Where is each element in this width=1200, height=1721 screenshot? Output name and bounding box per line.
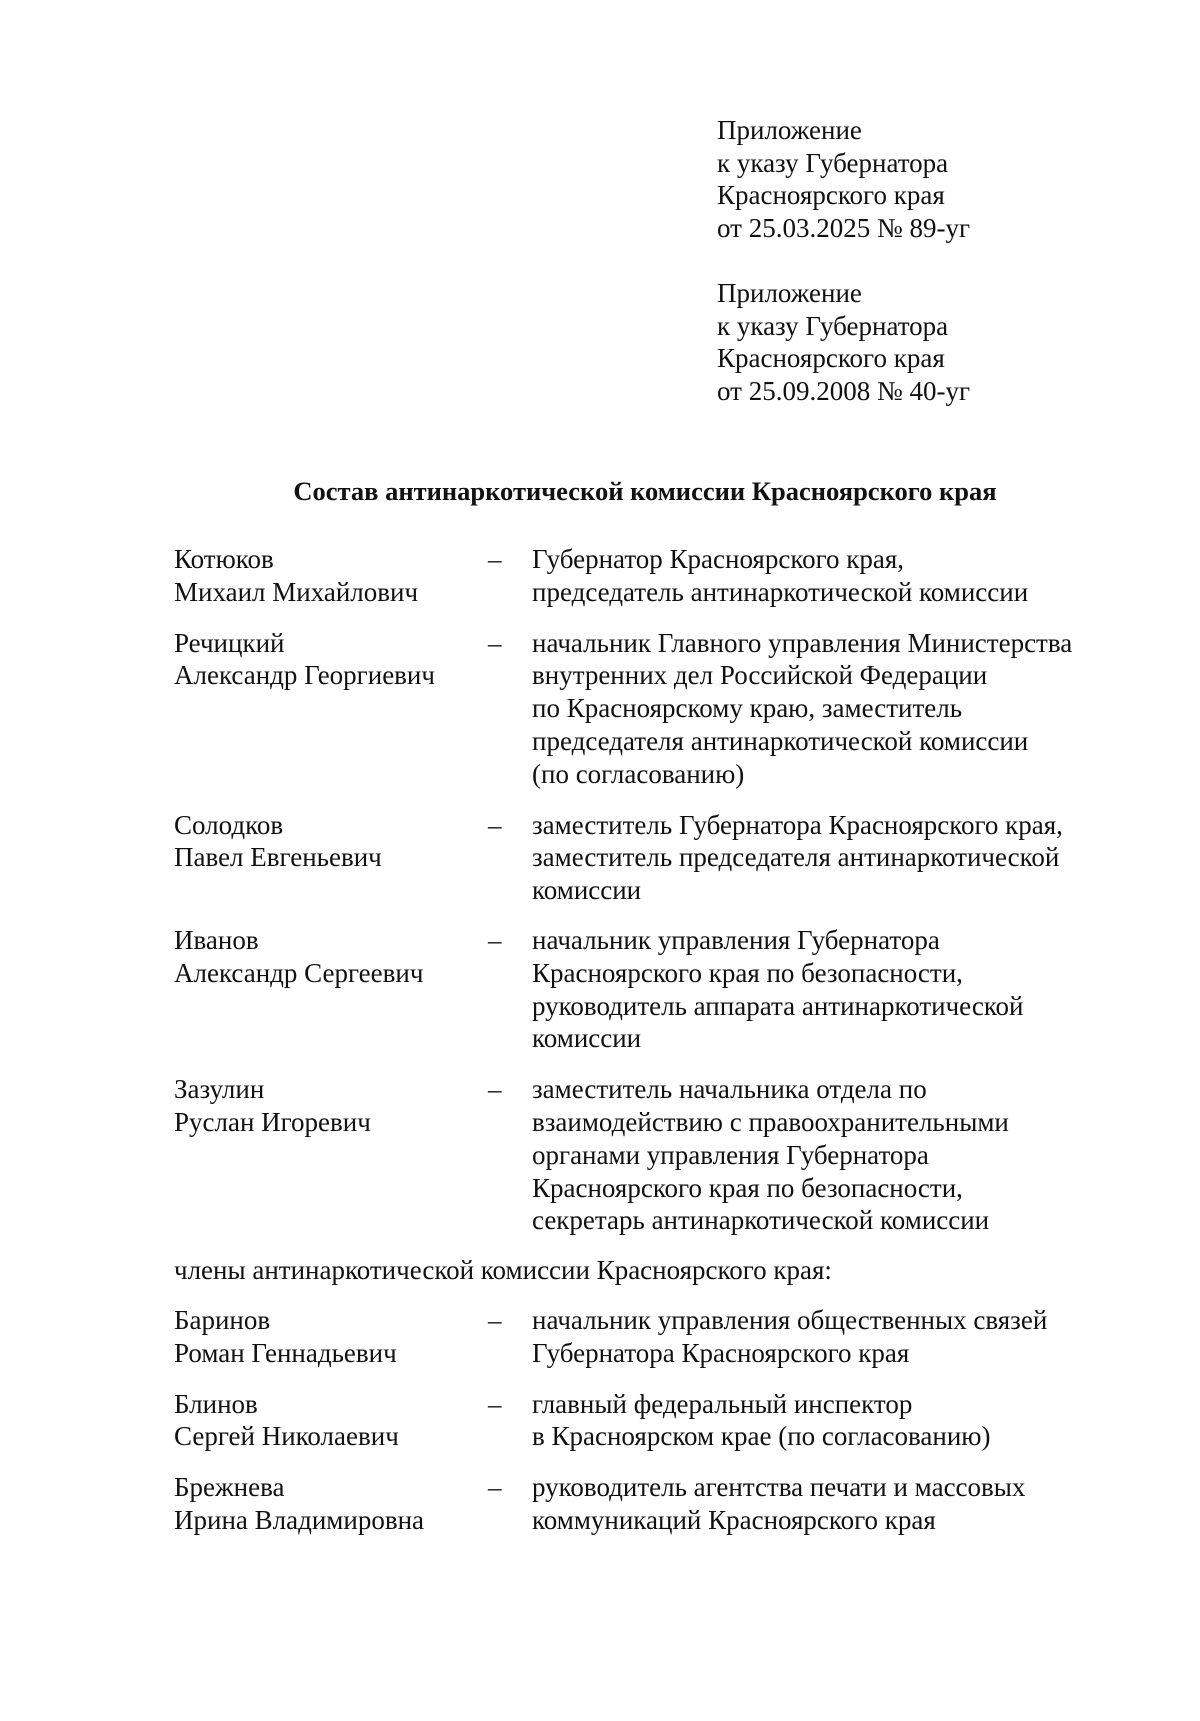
role-line: Красноярского края по безопасности, <box>532 1172 963 1203</box>
role-line: (по согласованию) <box>532 758 745 789</box>
role-line: Губернатор Красноярского края, <box>532 544 905 574</box>
role-line: по Красноярскому краю, заместитель <box>532 693 963 724</box>
approval-line: от 25.09.2008 № 40-уг <box>717 375 971 406</box>
role-line: в Красноярском крае (по согласованию) <box>532 1421 991 1452</box>
members-heading: члены антинаркотической комиссии Красноярского края: <box>174 1255 832 1286</box>
member-name <box>174 627 488 791</box>
member-name <box>174 924 488 1055</box>
dash-separator: – <box>488 924 502 955</box>
member-role <box>532 1073 1104 1237</box>
approval-line: к указу Губернатора <box>717 310 949 341</box>
role-line: руководитель агентства печати и массовых <box>532 1472 1026 1503</box>
member-entry <box>174 1388 1104 1454</box>
member-given-name: Александр Георгиевич <box>174 660 435 691</box>
member-role <box>532 809 1104 907</box>
dash-separator: – <box>488 544 502 574</box>
member-surname: Котюков <box>174 544 274 574</box>
dash-separator: – <box>488 1074 502 1105</box>
member-role <box>532 1471 1104 1537</box>
commission-composition <box>174 543 1104 1537</box>
member-role <box>532 1388 1104 1454</box>
role-line: главный федеральный инспектор <box>532 1388 913 1419</box>
member-given-name: Александр Сергеевич <box>174 957 424 988</box>
role-line: руководитель аппарата антинаркотической <box>532 990 1024 1021</box>
member-name <box>174 1304 488 1370</box>
member-entry <box>174 543 1104 609</box>
member-role <box>532 543 1104 609</box>
role-line: председателя антинаркотической комиссии <box>532 725 1029 756</box>
role-line: начальник управления Губернатора <box>532 924 940 955</box>
role-line: Губернатора Красноярского края <box>532 1337 910 1368</box>
member-entry <box>174 1304 1104 1370</box>
member-entry <box>174 809 1104 907</box>
dash-separator: – <box>488 809 502 840</box>
member-given-name: Руслан Игоревич <box>174 1106 371 1137</box>
member-name <box>174 543 488 609</box>
member-given-name: Павел Евгеньевич <box>174 842 382 873</box>
member-entry <box>174 627 1104 791</box>
member-surname: Зазулин <box>174 1074 265 1105</box>
role-line: Красноярского края по безопасности, <box>532 957 963 988</box>
member-surname: Баринов <box>174 1304 271 1335</box>
role-line: начальник управления общественных связей <box>532 1304 1048 1335</box>
member-name <box>174 809 488 907</box>
dash-separator: – <box>488 1472 502 1503</box>
dash-separator: – <box>488 1388 502 1419</box>
role-line: заместитель Губернатора Красноярского края, <box>532 809 1063 840</box>
role-line: взаимодействию с правоохранительными <box>532 1106 1009 1137</box>
role-line: органами управления Губернатора <box>532 1139 929 1170</box>
role-line: комиссии <box>532 875 642 906</box>
approval-line: от 25.03.2025 № 89-уг <box>717 212 971 243</box>
member-surname: Речицкий <box>174 627 285 658</box>
approval-stamp-original <box>717 277 970 407</box>
role-line: внутренних дел Российской Федерации <box>532 660 988 691</box>
member-name <box>174 1471 488 1537</box>
member-entry <box>174 924 1104 1055</box>
member-entry <box>174 1471 1104 1537</box>
member-surname: Солодков <box>174 809 284 840</box>
member-name <box>174 1073 488 1237</box>
approval-line: Красноярского края <box>717 343 945 373</box>
dash-separator: – <box>488 627 502 658</box>
role-line: начальник Главного управления Министерства <box>532 627 1073 658</box>
approval-line: Приложение <box>717 115 862 145</box>
member-role <box>532 1304 1104 1370</box>
role-line: председатель антинаркотической комиссии <box>532 576 1029 607</box>
member-name <box>174 1388 488 1454</box>
member-entry <box>174 1073 1104 1237</box>
role-line: заместитель начальника отдела по <box>532 1074 927 1105</box>
member-surname: Блинов <box>174 1388 258 1419</box>
approval-stamp-current <box>717 114 970 244</box>
member-surname: Брежнева <box>174 1472 285 1503</box>
approval-line: Красноярского края <box>717 180 945 210</box>
document-title: Состав антинаркотической комиссии Красноярского края <box>293 476 997 506</box>
member-given-name: Ирина Владимировна <box>174 1504 425 1535</box>
role-line: коммуникаций Красноярского края <box>532 1504 936 1535</box>
dash-separator: – <box>488 1304 502 1335</box>
member-surname: Иванов <box>174 924 259 955</box>
approval-line: к указу Губернатора <box>717 147 949 178</box>
member-role <box>532 924 1104 1055</box>
member-given-name: Михаил Михайлович <box>174 576 419 607</box>
role-line: комиссии <box>532 1023 642 1054</box>
role-line: секретарь антинаркотической комиссии <box>532 1205 990 1236</box>
role-line: заместитель председателя антинаркотической <box>532 842 1060 873</box>
member-given-name: Роман Геннадьевич <box>174 1337 397 1368</box>
approval-line: Приложение <box>717 278 862 308</box>
member-given-name: Сергей Николаевич <box>174 1421 399 1452</box>
member-role <box>532 627 1104 791</box>
